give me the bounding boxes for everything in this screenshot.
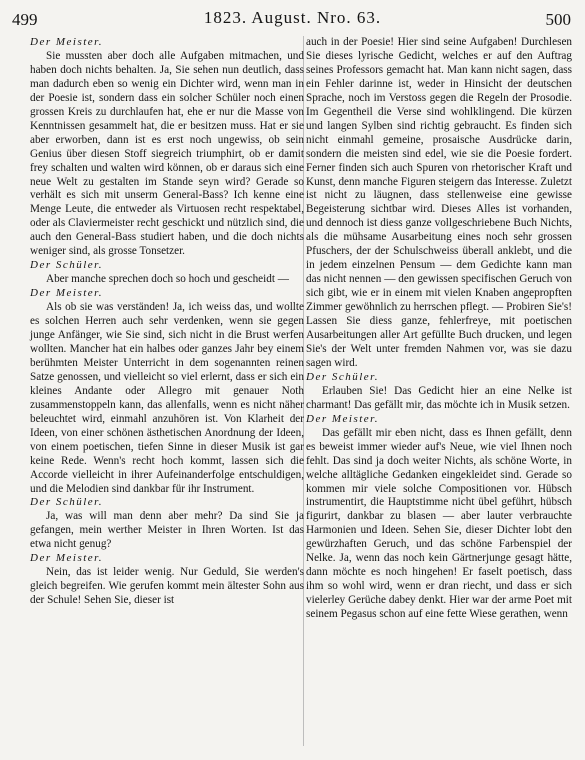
issue-line: 1823. August. Nro. 63.	[203, 8, 382, 27]
page-number-left: 499	[12, 10, 38, 29]
left-speaker-label: Der Meister.	[30, 552, 103, 565]
left-speaker-label: Der Schüler.	[30, 496, 103, 509]
page-header	[0, 10, 585, 32]
page-number-right: 500	[545, 10, 571, 29]
left-speaker-label: Der Meister.	[30, 287, 103, 300]
right-paragraph: auch in der Poesie! Hier sind seine Aufgaben! Durchlesen Sie dieses lyrische Gedicht, welches er auf den Auftrag seines Professors gemacht hat. Man kann nicht sagen, dass ein Fehler darinne ist, weder in Hinsicht der deutschen Sprache, noch im Verstoss gegen die Regeln der Prosodie. Im Gegentheil die Verse sind wohlklingend. Die kürzen und langen Sylben sind richtig gebraucht. Es finden sich nicht einmahl gemeine, prosaische Ausdrücke darin, sondern die meisten sind edel, wie sie die Poesie fordert. Ferner finden sich auch Spuren von rhetorischer Kraft und Kunst, denn manche Figuren steigern das Interesse. Zuletzt ist nicht zu läugnen, dass stellenweise eine gewisse Begeisterung sichtbar wird. Dieses Alles ist vorhanden, und dennoch ist diess ganze vollgeschriebene Buch Nichts, als die mühsame Ausarbeitung eines noch sehr grossen Pfuschers, der der Schulschweiss überall anklebt, und die in jedem einzelnen Pensum — dem Gedichte kann man das nicht nennen — den gewissen specifischen Geruch von sich gibt, wie er in einem mit vielen Knaben angepropften Zimmer gewöhnlich zu herrschen pflegt. — Probiren Sie's! Lassen Sie diess ganze, fehlerfreye, mit poetischen Ausarbeitungen aller Art gefüllte Buch drucken, und legen Sie's der Welt unter fremden Nahmen vor, was sie dazu sagen wird.	[306, 36, 572, 369]
left-paragraph: Ja, was will man denn aber mehr? Da sind Sie ja gefangen, mein werther Meister in Ihren Worten. Ist das etwa nicht genug?	[30, 510, 304, 551]
right-column	[306, 36, 572, 622]
left-paragraph: Nein, das ist leider wenig. Nur Geduld, Sie werden's gleich begreifen. Wie gerufen kommt mein ältester Sohn aus der Schule! Sehen Sie, dieser ist	[30, 566, 304, 607]
right-paragraph: Erlauben Sie! Das Gedicht hier an eine Nelke ist charmant! Das gefällt mir, das möchte ich in Musik setzen.	[306, 384, 572, 411]
left-paragraph: Aber manche sprechen doch so hoch und gescheidt —	[46, 273, 289, 286]
left-speaker-label: Der Schüler.	[30, 259, 103, 272]
right-speaker-label: Der Meister.	[306, 412, 379, 425]
left-speaker-label: Der Meister.	[30, 36, 103, 48]
left-paragraph: Sie mussten aber doch alle Aufgaben mitmachen, und haben doch nichts behalten. Ja, Sie sehen nun deutlich, dass man dadurch eben so wenig ein Dichter wird, wenn man in der Poesie ist, sondern dass ein solcher Schüler noch einen grossen Kreis zu durchlaufen hat, ehe er nur die Masse von Kenntnissen gesammelt hat, die er besitzen muss. Hat er sie aber erworben, dann ist es erst noch ungewiss, ob sein Genius über diesen Stoff siegreich triumphirt, ob er damit frey schalten und walten wird können, ob er daraus sich eine neue Welt zu gestalten im Stande seyn wird? Gerade so verhält es sich mit unserm General-Bass? Ich kenne eine Menge Leute, die entweder als Virtuosen recht respektabel, oder als Claviermeister recht geschickt und nützlich sind, die auch den General-Bass studiert haben, und die doch nichts weniger sind, als grosse Tonsetzer.	[30, 49, 304, 258]
left-paragraph: Als ob sie was verständen! Ja, ich weiss das, und wollte es solchen Herren auch sehr verdenken, wenn sie gegen junge Anfänger, wie Sie sind, sich nicht in die Brust werfen wollten. Mancher hat ein halbes oder ganzes Jahr bey einem berühmten Meister Unterricht in dem sogenannten reinen Satze genossen, und vielleicht so viel erlernt, dass er sich ein kleines Andante oder Allegro mit genauer Noth zusammenstoppeln kann, das allenfalls, wenn es nicht näher beleuchtet wird, einmahl anzuhören ist. Von Klarheit der Ideen, von einer schönen ästhetischen Anordnung der Ideen, von einem poetischen, tiefen Sinne in dieser Musik ist gar keine Rede. Wenn's recht hoch kommt, lassen sich die Accorde vielleicht in ihrer Aufeinanderfolge entschuldigen, und die Melodien sind dankbar für ihr Instrument.	[30, 301, 304, 495]
left-column	[30, 36, 304, 608]
right-speaker-label: Der Schüler.	[306, 370, 379, 383]
right-paragraph: Das gefällt mir eben nicht, dass es Ihnen gefällt, denn es beweist immer wieder auf's Neue, wie viel Ihnen noch fehlt. Das sind ja doch weiter Nichts, als schöne Worte, in welche alltägliche Gedanken eingekleidet sind. Gerade so kommen mir viele solche Compositionen vor. Hübsch instrumentirt, die Hauptstimme nicht übel geführt, hübsch figurirt, dankbar zu blasen — aber lauter verbrauchte Harmonien und Ideen. Sehen Sie, dieser Dichter lobt den gewürzhaften Geruch, und das schöne Farbenspiel der Nelke. Ja, wenn das noch kein Gärtnerjunge gesagt hätte, dann möchte es noch hingehen! Er faselt poetisch, dass ihm so wohl wird, wenn er dran riecht, und dass er sich vielerley Gerüche dabey denkt. Hier war der arme Poet mit seinem Pegasus schon auf eine fette Wiese gerathen, wenn	[306, 426, 572, 621]
